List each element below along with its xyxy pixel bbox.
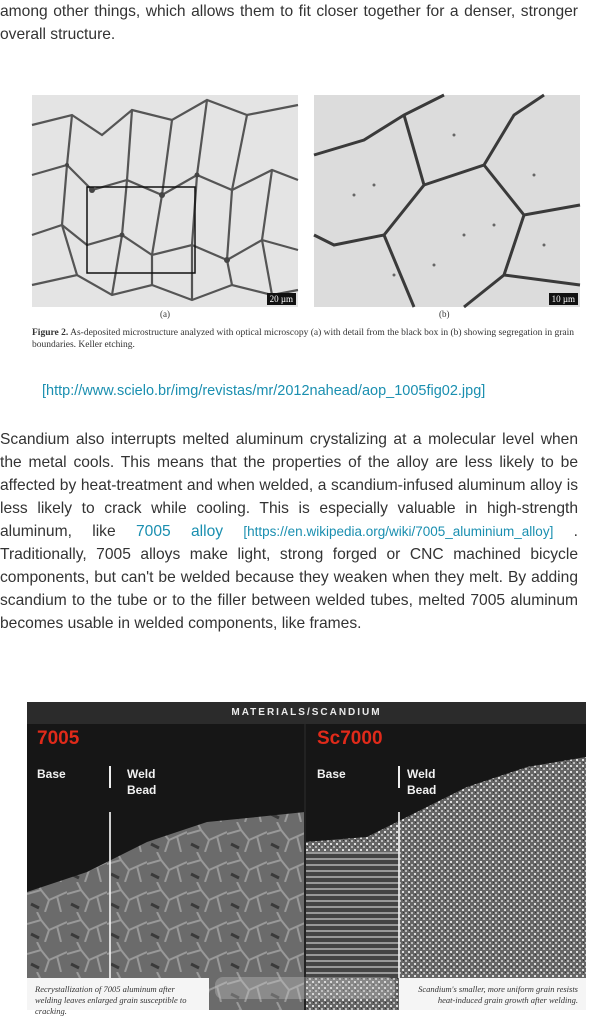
figure-2-caption-label: Figure 2. (32, 328, 69, 338)
micrograph-a (32, 95, 298, 307)
alloy-7005-url-link[interactable]: [https://en.wikipedia.org/wiki/7005_aluminium_alloy] (243, 524, 554, 539)
weld-label-right (407, 766, 436, 798)
figure-2-caption (32, 327, 580, 351)
body-text-part-2: . Traditionally, 7005 alloys make light, strong forged or CNC machined bicycle components, but can't be welded because they weaken when they melt. By adding scandium to the tube or to the filler between welded tubes, melted 7005 aluminum becomes usable in welded components, like frames. (0, 523, 578, 632)
weld-boundary-left (109, 812, 111, 978)
intro-text: among other things, which allows them to fit closer together for a denser, stronger overall structure. (0, 3, 578, 43)
alloy-label-sc7000: Sc7000 (317, 728, 383, 749)
weld-label-right-line-2: Bead (407, 783, 437, 797)
figure-3-caption-left: Recrystallization of 7005 aluminum after welding leaves enlarged grain susceptible to cracking. (27, 978, 209, 1010)
intro-paragraph (0, 0, 578, 46)
weld-boundary-right (398, 812, 400, 978)
subfigure-label-a: (a) (160, 309, 170, 319)
alloy-7005-link[interactable]: 7005 alloy (135, 523, 224, 540)
base-label-right (317, 766, 346, 782)
media-overlay-bar (215, 977, 395, 999)
scale-bar-b: 10 µm (549, 293, 578, 305)
figure-3-caption-right: Scandium's smaller, more uniform grain resists heat-induced grain growth after welding. (399, 978, 586, 1010)
weld-label-left-line-1: Weld (127, 767, 156, 781)
weld-label-right-line-1: Weld (407, 767, 436, 781)
figure-2 (32, 95, 580, 357)
zone-divider-right (398, 766, 400, 788)
figure-3 (27, 702, 586, 1016)
weld-label-left (127, 766, 156, 798)
zone-divider-left (109, 766, 111, 788)
figure-2-source-link[interactable]: [http://www.scielo.br/img/revistas/mr/2012nahead/aop_1005fig02.jpg] (42, 383, 486, 399)
base-label-left (37, 766, 66, 782)
alloy-label-7005: 7005 (37, 728, 80, 749)
figure-2-caption-text: As-deposited microstructure analyzed with optical microscopy (a) with detail from the black box in (b) showing segregation in grain boundaries. Keller etching. (32, 328, 574, 350)
body-text-part-1: Scandium also interrupts melted aluminum crystalizing at a molecular level when the metal cools. This means that the properties of the alloy are less likely to be affected by heat-treatment and when welded, a scandium-infused aluminum alloy is less likely to crack while cooling. This is especially valuable in high-strength aluminum, like (0, 431, 578, 540)
subfigure-label-b: (b) (439, 309, 450, 319)
micrograph-b (314, 95, 580, 307)
body-paragraph (0, 428, 578, 635)
scale-bar-a: 20 µm (267, 293, 296, 305)
weld-label-left-line-2: Bead (127, 783, 157, 797)
base-label-right-text: Base (317, 767, 346, 781)
figure-3-header: MATERIALS/SCANDIUM (27, 702, 586, 724)
base-label-left-text: Base (37, 767, 66, 781)
